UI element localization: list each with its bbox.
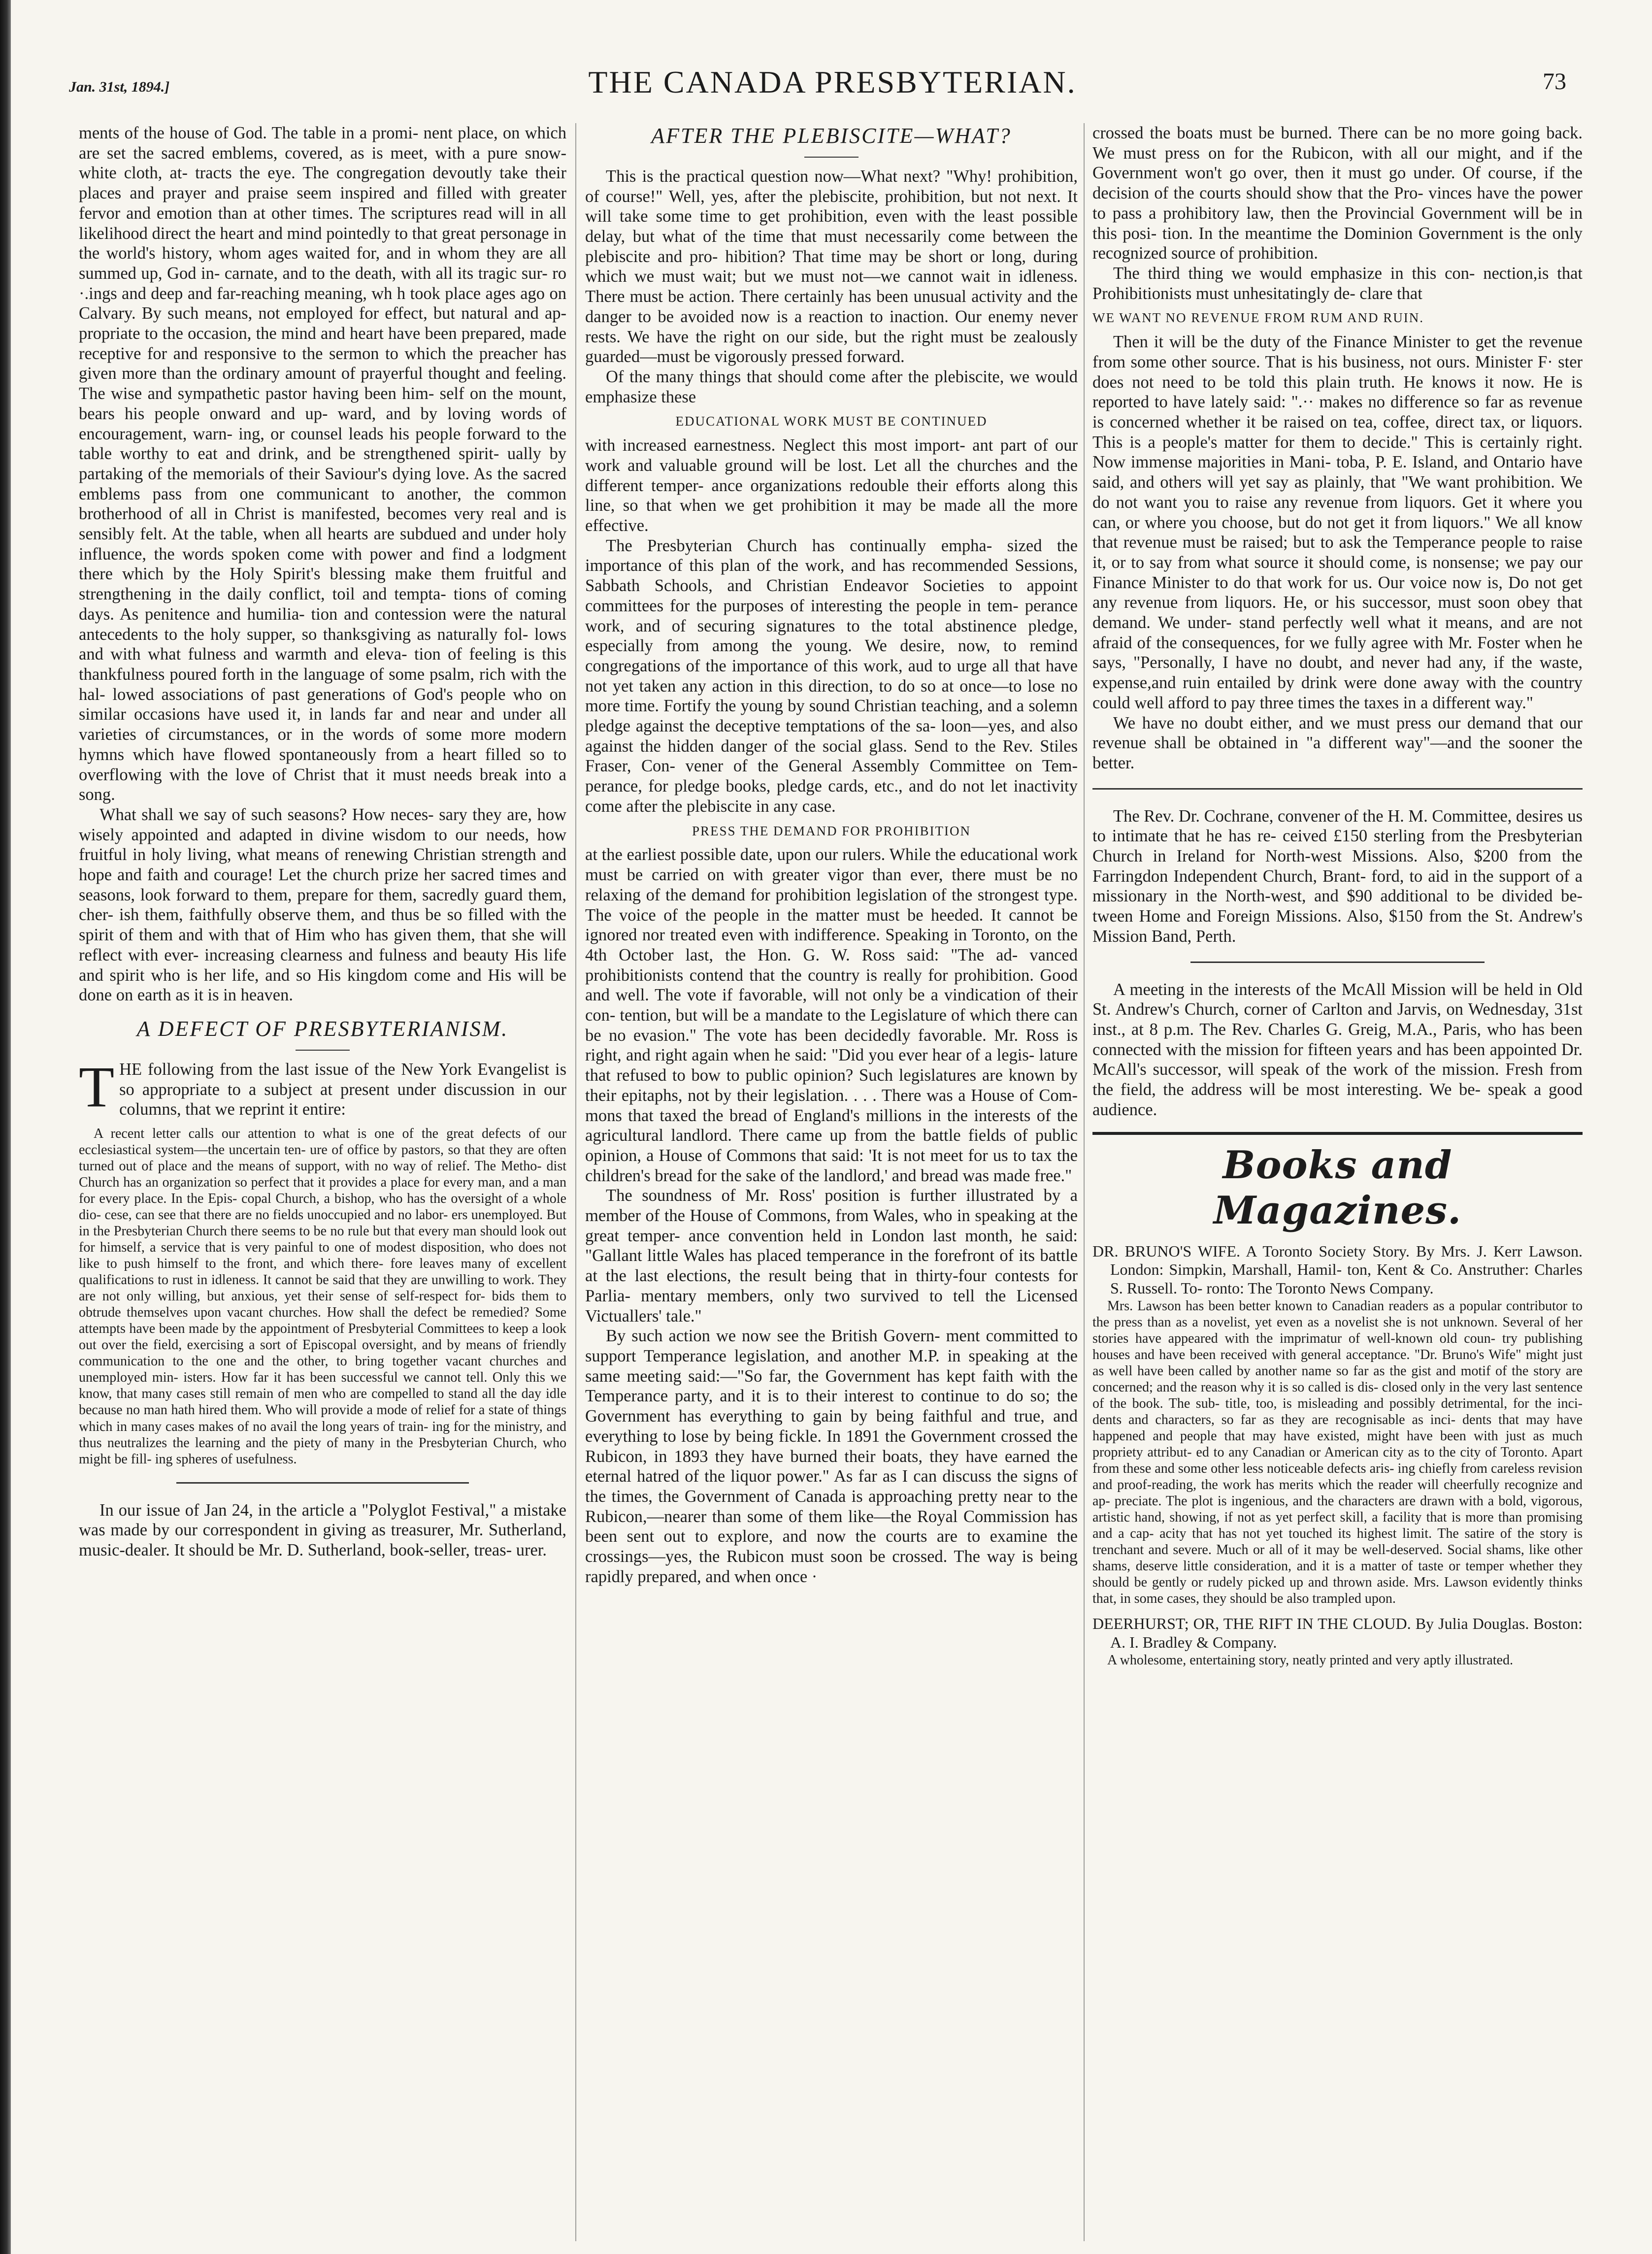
paragraph: This is the practical question now—What next? "Why! prohibition, of course!" Well, yes, after the plebiscite, prohibition, but not next. It will take some time to get prohibition, even with the least possible delay, but what of the time that must necessarily come between the plebiscite and pro- hibition? That time may be short or long, during which we must wait; but we must not—we cannot wait in idleness. There must be action. There certainly has been unusual activity and the danger to be avoided now is a reaction to inaction. Our enemy never rests. We have the right on our side, but the right must be zealously guarded—must be vigorously pressed forward. bbox=[585, 166, 1078, 366]
page-header bbox=[20, 64, 1645, 118]
paragraph: ments of the house of God. The table in a promi- nent place, on which are set the sacred emblems, covered, as is meet, with a pure snow-white cloth, at- tracts the eye. The congregation devoutly take their places and prayer and praise seem inspired and filled with greater fervor and emotion than at other times. The scriptures read will in all likelihood direct the heart and mind pointedly to that great personage in the world's history, whom ages waited for, and in whom they are all summed up, God in- carnate, and to the death, with all its tragic sur- ro ·.ings and deep and far-reaching meaning, wh h took place ages ago on Calvary. By such means, not employed for effect, but natural and ap- propriate to the occasion, the mind and heart have been prepared, made receptive for and responsive to the sermon to which the preacher has given more than the ordinary amount of prayerful thought and feeling. The wise and sympathetic pastor having been him- self on the mount, bears his people onward and up- ward, and by loving words of encouragement, warn- ing, or counsel leads his people forward to the table worthy to eat and drink, and be strengthened spirit- ually by partaking of the memorials of their Saviour's dying love. As the sacred emblems pass from one communicant to another, the common brotherhood of all in Christ is manifested, becomes very real and is sensibly felt. At the table, when all hearts are subdued and under holy influence, the words spoken come with power and find a lodgment there which by the Holy Spirit's blessing make them fruitful and strengthening in the daily conflict, toil and tempta- tions of coming days. As penitence and humilia- tion and contession were the natural antecedents to the holy supper, so thanksgiving as naturally fol- lows and with what fulness and warmth and eleva- tion of feeling is this thankfulness poured forth in the language of some psalm, rich with the hal- lowed associations of past generations of God's people who on similar occasions have used it, in lands far and near and under all varieties of circumstances, or in the words of some more modern hymns which have flowed spontaneously from a heart filled so to overflowing with the love of Christ that it must needs break into a song. bbox=[79, 124, 566, 804]
paragraph: By such action we now see the British Govern- ment committed to support Temperance legislation, and another M.P. in speaking at the same meeting said:—"So far, the Government has kept faith with the Temperance party, and it is to their interest to continue to do so; the Government has everything to gain by being faithful and true, and everything to lose by being fickle. In 1891 the Government crossed the Rubicon, in 1893 they have burned their boats, they have earned the eternal hatred of the liquor power." As far as I can discuss the signs of the times, the Government of Canada is approaching pretty near to the Rubicon,—nearer than some of them like—the Royal Commission has been sent out to explore, and now the courts are to examine the crossings—yes, the Rubicon must soon be crossed. The way is being rapidly prepared, and when once · bbox=[585, 1326, 1078, 1586]
paragraph: Of the many things that should come after the plebiscite, we would emphasize these bbox=[585, 367, 1078, 406]
paragraph: at the earliest possible date, upon our rulers. While the educational work must be carried on with greater vigor than ever, there must be no relaxing of the demand for prohibition legislation of the strongest type. The voice of the people in the matter must be heeded. It cannot be ignored nor treated even with indifference. Speaking in Toronto, on the 4th October last, the Hon. G. W. Ross said: "The ad- vanced prohibitionists contend that the country is really for prohibition. Good and well. The vote if favorable, will not only be a vindication of their con- tention, but will be a mandate to the Legislature of which there can be no evasion." The vote has been decidedly favorable. Mr. Ross is right, and right again when he said: "Did you ever hear of a legis- lature that refused to bow to public opinion? Such legislatures are known by their epitaphs, not by their legislation. . . . There was a House of Com- mons that taxed the bread of England's millions in the interests of the agricultural landlord. There came up from the battle fields of public opinion, a House of Commons that said: 'It is not meet for us to tax the children's bread for the sake of the landlord,' and bread was made free." bbox=[585, 845, 1078, 1185]
book-title-entry: DEERHURST; OR, THE RIFT IN THE CLOUD. By Julia Douglas. Boston: A. I. Bradley & Company. bbox=[1092, 1615, 1583, 1652]
divider bbox=[296, 1050, 350, 1051]
section-subhead: EDUCATIONAL WORK MUST BE CONTINUED bbox=[675, 414, 988, 429]
book-reviews bbox=[1092, 1242, 1583, 1668]
paragraph: What shall we say of such seasons? How neces- sary they are, how wisely appointed and adapted in divine wisdom to our needs, how fruitful in holy living, what means of renewing Christian strength and hope and faith and courage! Let the church prize her sacred times and seasons, look forward to them, prepare for them, sacredly guard them, cher- ish them, faithfully observe them, and thus be so filled with the spirit of them and with that of Him who has given them, that she will reflect with ever- increasing clearness and fulness and beauty His life and spirit who is her life, and so His kingdom come and His will be done on earth as it is in heaven. bbox=[79, 805, 566, 1005]
paragraph: The Presbyterian Church has continually empha- sized the importance of this plan of the work, and has recommended Sessions, Sabbath Schools, and Christian Endeavor Societies to appoint committees for the purposes of interesting the people in tem- perance work, and of securing signatures to the total abstinence pledge, especially from among the young. We desire, now, to remind congregations of the importance of this work, aud to urge all that have not yet taken any action in this direction, to do so at once—to lose no more time. Fortify the young by sound Christian teaching, and a solemn pledge against the deceptive temptations of the sa- loon—yes, and also against the hidden danger of the social glass. Send to the Rev. Stiles Fraser, Con- vener of the General Assembly Committee on Tem- perance, for pledge books, pledge cards, etc., and do not let inactivity come after the plebiscite in any case. bbox=[585, 536, 1078, 816]
correction-notice: In our issue of Jan 24, in the article a "Polyglot Festival," a mistake was made by our correspondent in giving as treasurer, Mr. Sutherland, music-dealer. It should be Mr. D. Sutherland, book-seller, treas- urer. bbox=[79, 1500, 566, 1560]
paragraph: with increased earnestness. Neglect this most import- ant part of our work and valuable ground will be lost. Let all the churches and the different temper- ance organizations redouble their efforts along this line, so that when we get prohibition it may be made all the more effective. bbox=[585, 436, 1078, 535]
meeting-notice: A meeting in the interests of the McAll Mission will be held in Old St. Andrew's Church, corner of Carlton and Jarvis, on Wednesday, 31st inst., at 8 p.m. The Rev. Charles G. Greig, M.A., Paris, who has been connected with the mission for fifteen years and has been appointed Dr. McAll's successor, will speak of the work of the mission. Fresh from the field, the address will be most interesting. We be- speak a good audience. bbox=[1092, 980, 1583, 1119]
paragraph-dropcap bbox=[79, 1054, 566, 1120]
book-title-entry: DR. BRUNO'S WIFE. A Toronto Society Story. By Mrs. J. Kerr Lawson. London: Simpkin, Marshall, Hamil- ton, Kent & Co. Anstruther: Charles S. Russell. To- ronto: The Toronto News Company. bbox=[1092, 1242, 1583, 1297]
quote-text: A recent letter calls our attention to what is one of the great defects of our ecclesiastical system—the uncertain ten- ure of office by pastors, so that they are often turned out of place and the means of support, with no way of relief. The Metho- dist Church has an organization so perfect that it provides a place for every man, and a man for every place. In the Epis- copal Church, a bishop, who has the oversight of a whole dio- cese, can see that there are no fields unoccupied and no labor- ers unemployed. But in the Presbyterian Church there seems to be no rule but that every man should look out for himself, a service that is very painful to one of modest disposition, who does not like to push himself to the front, and which there- fore leaves many of excellent qualifications to rust in idleness. It cannot be said that they are unwilling to work. They are not only willing, but anxious, yet their sense of self-respect for- bids them to obtrude themselves upon vacant churches. How shall the defect be remedied? Some attempts have been made by the appointment of Presbyterial Committees to keep a look out over the field, exercising a sort of Episcopal oversight, and by means of friendly communication to the one and the other, to bring together vacant churches and unemployed min- isters. How far it has been successful we cannot tell. Only this we know, that many cases still remain of men who are compelled to stand all the day idle because no man hath hired them. Who will provide a mode of relief for a state of things which in many cases makes of no avail the long years of train- ing for the ministry, and thus neutralizes the learning and the piety of many in the Presbyterian Church, who might be fill- ing spheres of usefulness. bbox=[79, 1126, 566, 1467]
mission-notice: The Rev. Dr. Cochrane, convener of the H. M. Committee, desires us to intimate that he has re- ceived £150 sterling from the Presbyterian Church in Ireland for North-west Missions. Also, $200 from the Farringdon Independent Church, Brant- ford, to aid in the support of a missionary in the North-west, and $90 additional to be divided be- tween Home and Foreign Missions. Also, $150 from the St. Andrew's Mission Band, Perth. bbox=[1092, 806, 1583, 946]
article-headline: A DEFECT OF PRESBYTERIANISM. bbox=[136, 1016, 509, 1041]
divider bbox=[1092, 788, 1583, 790]
section-rule bbox=[1092, 1132, 1583, 1135]
divider bbox=[804, 157, 859, 158]
drop-cap-letter: T bbox=[79, 1054, 115, 1119]
section-subhead: PRESS THE DEMAND FOR PROHIBITION bbox=[692, 823, 971, 838]
column-rule bbox=[575, 123, 576, 2241]
column-rule bbox=[1084, 123, 1085, 2241]
masthead-title: THE CANADA PRESBYTERIAN. bbox=[588, 65, 1077, 99]
paragraph: The third thing we would emphasize in this con- nection,is that Prohibitionists must unhesitatingly de- clare that bbox=[1092, 264, 1583, 303]
books-section-heading: Books and Magazines. bbox=[1213, 1142, 1462, 1233]
review-text: A wholesome, entertaining story, neatly printed and very aptly illustrated. bbox=[1107, 1652, 1513, 1668]
newspaper-page bbox=[20, 0, 1645, 2254]
quoted-letter bbox=[79, 1126, 566, 1467]
divider bbox=[1190, 961, 1485, 963]
review-text: Mrs. Lawson has been better known to Canadian readers as a popular contributor to the press than as a novelist, yet even as a novelist she is not unknown. Several of her stories have appeared with the imprimatur of well-known old coun- try publishing houses and have been received with general acceptance. "Dr. Bruno's Wife" might just as well have been called by another name so far as the gist and motif of the story are concerned; and the reason why it is so called is dis- closed only in the very last sentence of the book. The sub- title, too, is misleading and possibly detrimental, for the inci- dents and characters, so far as they are recognisable as inci- dents that may have happened and people that may have existed, might have been with just as much propriety attribut- ed to any Canadian or American city as to the city of Toronto. Apart from these and some other less noticeable defects aris- ing chiefly from careless revision and proof-reading, the work has merits which the reader will cheerfully recognize and ap- preciate. The plot is ingenious, and the characters are drawn with a bold, vigorous, artistic hand, showing, if not as yet perfect skill, a facility that is more than promising and a cap- acity that has not yet touched its highest limit. The satire of the story is trenchant and severe. Much or all of it may be well-deserved. Social shams, like other shams, deserve little consideration, and it is a matter of taste or temper whether they should be gently or rudely picked up and thrown aside. Mrs. Lawson evidently thinks that, in some cases, they should be also trampled upon. bbox=[1092, 1298, 1583, 1607]
column-2 bbox=[585, 123, 1078, 2236]
paragraph: We have no doubt either, and we must press our demand that our revenue shall be obtained in "a different way"—and the sooner the better. bbox=[1092, 713, 1583, 772]
divider bbox=[176, 1482, 469, 1484]
paragraph: Then it will be the duty of the Finance Minister to get the revenue from some other source. That is his business, not ours. Minister F· ster does not need to be told this plain truth. He knows it now. He is reported to have lately said: ".·· makes no difference so far as revenue is concerned whether it be raised on tea, coffee, direct tax, or liquors. This is a people's matter for them to decide." This is certainly right. Now immense majorities in Mani- toba, P. E. Island, and Ontario have said, and others will yet say as plainly, that "We want prohibition. We do not want you to raise any revenue from liquors. Get it where you can, or where you choose, but do not get it from liquors." We all know that revenue must be raised; but to ask the Temperance people to raise it, or to say from what source it should come, is nonsense; we pay our Finance Minister to do that work for us. Our voice now is, Do not get any revenue from liquors. He, or his successor, must soon obey that demand. We under- stand perfectly well what it means, and are not afraid of the consequences, for we fully agree with Mr. Foster when he says, "Personally, I have no doubt, and never had any, if the waste, expense,and ruin entailed by drink were done away with the country could well afford to pay three times the taxes in a different way." bbox=[1092, 332, 1583, 712]
paragraph-text: HE following from the last issue of the New York Evangelist is so appropriate to a subject at present under discussion in our columns, that we reprint it entire: bbox=[119, 1060, 566, 1119]
paragraph: The soundness of Mr. Ross' position is further illustrated by a member of the House of Commons, from Wales, who in speaking at the great temper- ance convention held in London last month, he said: "Gallant little Wales has placed temperance in the forefront of its battle at the last elections, the result being that in thirty-four contests for Parlia- mentary members, only two survived to tell the Licensed Victuallers' tale." bbox=[585, 1186, 1078, 1326]
column-3 bbox=[1092, 123, 1583, 2236]
section-subhead: WE WANT NO REVENUE FROM RUM AND RUIN. bbox=[1092, 310, 1424, 326]
issue-date: Jan. 31st, 1894.] bbox=[69, 79, 170, 95]
page-number: 73 bbox=[1543, 68, 1566, 95]
article-headline: AFTER THE PLEBISCITE—WHAT? bbox=[651, 124, 1012, 148]
paragraph: crossed the boats must be burned. There can be no more going back. We must press on for the Rubicon, with all our might, and if the Government won't go over, then it must go under. Of course, if the decision of the courts should show that the Pro- vinces have the power to pass a prohibitory law, then the Provincial Government will be in this posi- tion. In the meantime the Dominion Government is the only recognized source of prohibition. bbox=[1092, 124, 1583, 263]
scan-shadow-edge bbox=[0, 0, 11, 2254]
column-1 bbox=[79, 123, 566, 2236]
